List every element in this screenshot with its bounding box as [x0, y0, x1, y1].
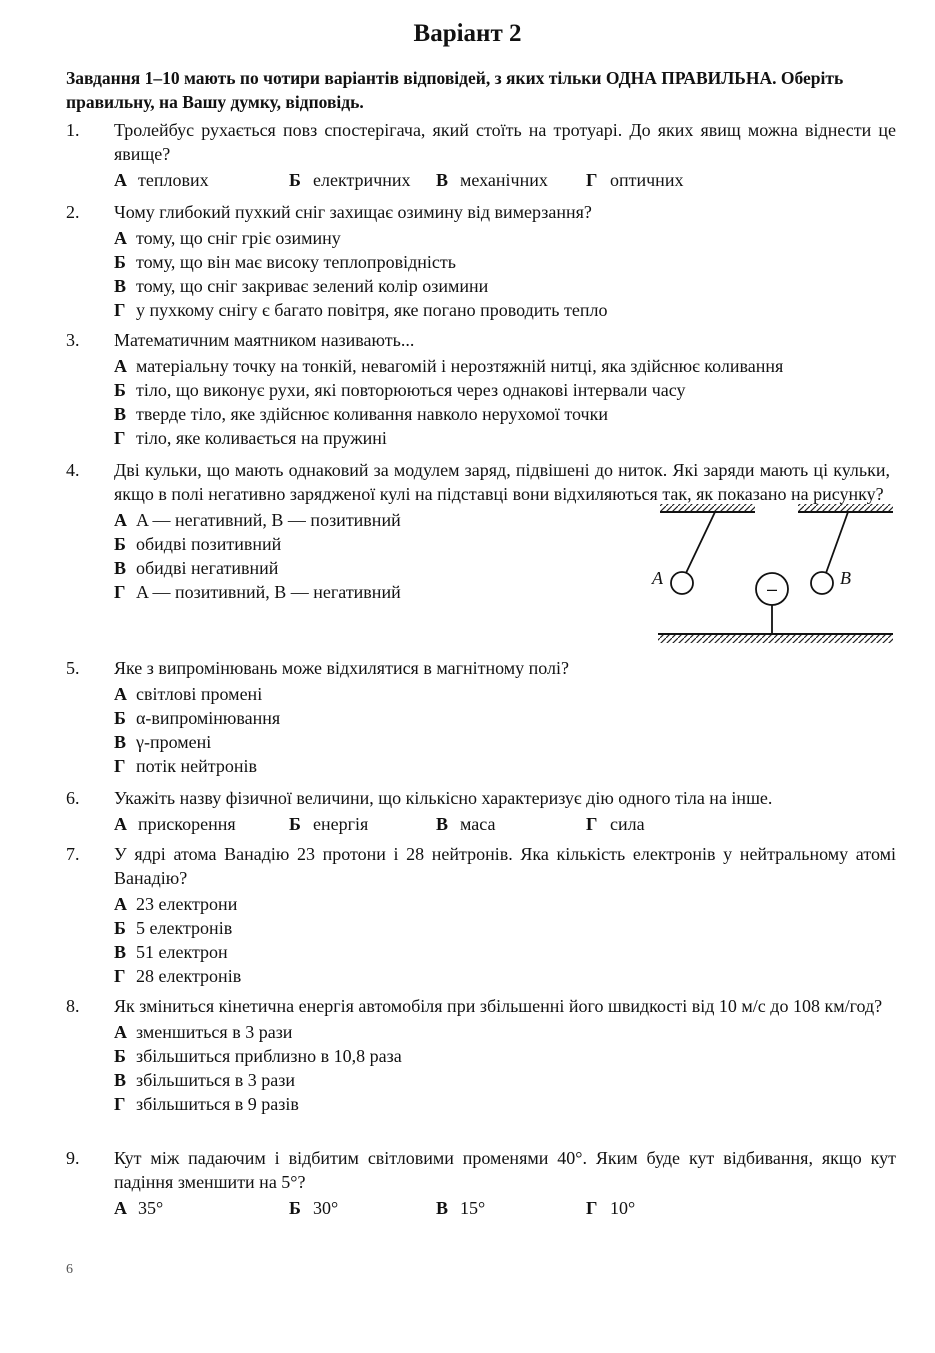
option-d[interactable]	[586, 812, 645, 836]
option-text: збільшиться в 9 разів	[136, 1094, 299, 1114]
option-letter: А	[114, 1198, 127, 1218]
question-6	[66, 786, 896, 836]
question-3	[66, 328, 896, 450]
option-text: електричних	[313, 170, 411, 190]
option-text: тіло, яке коливається на пружині	[136, 428, 387, 448]
option-d[interactable]	[114, 298, 896, 322]
option-text: у пухкому снігу є багато повітря, яке погано проводить тепло	[136, 300, 608, 320]
option-c[interactable]	[436, 1196, 485, 1220]
option-a[interactable]	[114, 354, 896, 378]
option-letter: А	[114, 684, 127, 704]
option-letter: В	[114, 1070, 127, 1090]
question-text: Укажіть назву фізичної величини, що кількісно характеризує дію одного тіла на інше.	[114, 788, 773, 808]
question-text: Як зміниться кінетична енергія автомобіля при збільшенні його швидкості від 10 м/с до 108 км/год?	[114, 996, 883, 1016]
option-letter: В	[114, 404, 127, 424]
question-5	[66, 656, 896, 778]
question-text: Математичним маятником називають...	[114, 330, 415, 350]
option-text: маса	[460, 814, 496, 834]
options-list	[114, 682, 896, 778]
question-number: 3.	[66, 330, 80, 350]
option-c[interactable]	[114, 402, 896, 426]
page-title: Варіант 2	[413, 20, 522, 47]
options-row	[114, 812, 896, 836]
options-list	[114, 1020, 896, 1116]
option-text: механічних	[460, 170, 548, 190]
option-text: теплових	[138, 170, 209, 190]
option-text: 35°	[138, 1198, 164, 1218]
option-d[interactable]	[114, 754, 896, 778]
thread-b	[826, 512, 848, 573]
question-number: 4.	[66, 460, 80, 480]
question-number: 8.	[66, 996, 80, 1016]
option-letter: В	[436, 1198, 449, 1218]
option-d[interactable]	[114, 426, 896, 450]
option-text: 23 електрони	[136, 894, 238, 914]
question-number: 7.	[66, 844, 80, 864]
option-text: енергія	[313, 814, 369, 834]
option-letter: Б	[114, 918, 126, 938]
options-row	[114, 1196, 896, 1220]
option-text: тому, що сніг закриває зелений колір озимини	[136, 276, 489, 296]
option-letter: В	[114, 276, 127, 296]
ball-b	[811, 572, 833, 594]
option-letter: В	[114, 942, 127, 962]
option-letter: Г	[114, 756, 126, 776]
option-letter: Б	[289, 814, 301, 834]
option-text: матеріальну точку на тонкій, невагомій і нерозтяжній нитці, яка здійснює коливання	[136, 356, 784, 376]
option-letter: Г	[586, 1198, 598, 1218]
option-text: зменшиться в 3 рази	[136, 1022, 293, 1042]
question-text: Дві кульки, що мають однаковий за модулем заряд, підвішені до ниток. Які заряди мають ці кульки, якщо в полі негативно зарядженої кулі на підставці вони відхиляються так, як показано на рисунку?	[114, 460, 890, 504]
question-1	[66, 118, 896, 192]
option-text: 51 електрон	[136, 942, 228, 962]
option-a[interactable]	[114, 812, 236, 836]
option-c[interactable]	[436, 812, 495, 836]
option-text: збільшиться в 3 рази	[136, 1070, 296, 1090]
ceiling-hatch-right	[798, 504, 893, 512]
ceiling-hatch-left	[660, 504, 755, 512]
option-letter: А	[114, 814, 127, 834]
charged-balls-figure	[648, 500, 898, 650]
option-d[interactable]	[114, 1092, 896, 1116]
option-b[interactable]	[289, 1196, 338, 1220]
option-c[interactable]	[114, 274, 896, 298]
option-text: A — позитивний, B — негативний	[136, 582, 401, 602]
option-text: тому, що він має високу теплопровідність	[136, 252, 456, 272]
option-letter: А	[114, 1022, 127, 1042]
option-letter: В	[436, 170, 449, 190]
option-a[interactable]	[114, 226, 896, 250]
option-letter: В	[114, 732, 127, 752]
option-c[interactable]	[436, 168, 548, 192]
option-text: 15°	[460, 1198, 486, 1218]
option-c[interactable]	[114, 1068, 896, 1092]
option-a[interactable]	[114, 168, 209, 192]
option-letter: Г	[586, 814, 598, 834]
option-text: збільшиться приблизно в 10,8 раза	[136, 1046, 402, 1066]
option-text: 28 електронів	[136, 966, 242, 986]
option-text: тому, що сніг гріє озимину	[136, 228, 341, 248]
option-letter: Б	[114, 708, 126, 728]
option-letter: Г	[114, 300, 126, 320]
option-a[interactable]	[114, 1196, 163, 1220]
question-text: У ядрі атома Ванадію 23 протони і 28 нейтронів. Яка кількість електронів у нейтральному атомі Ванадію?	[114, 844, 896, 888]
option-text: обидві негативний	[136, 558, 279, 578]
option-letter: Б	[114, 534, 126, 554]
options-row	[114, 168, 896, 192]
option-b[interactable]	[289, 812, 368, 836]
question-number: 6.	[66, 788, 80, 808]
option-text: тіло, що виконує рухи, які повторюються через однакові інтервали часу	[136, 380, 686, 400]
option-letter: А	[114, 228, 127, 248]
option-letter: Б	[114, 252, 126, 272]
option-letter: А	[114, 356, 127, 376]
option-text: світлові промені	[136, 684, 263, 704]
option-text: прискорення	[138, 814, 236, 834]
option-letter: Б	[289, 1198, 301, 1218]
option-letter: А	[114, 894, 127, 914]
option-b[interactable]	[114, 378, 896, 402]
option-text: γ-промені	[136, 732, 212, 752]
option-letter: Г	[586, 170, 598, 190]
option-letter: Г	[114, 582, 126, 602]
option-text: 5 електронів	[136, 918, 233, 938]
option-b[interactable]	[114, 1044, 896, 1068]
option-d[interactable]	[586, 1196, 635, 1220]
page-number: 6	[66, 1262, 73, 1277]
floor-hatch	[658, 635, 893, 643]
option-letter: В	[436, 814, 449, 834]
option-letter: А	[114, 170, 127, 190]
question-8	[66, 994, 896, 1116]
option-c[interactable]	[114, 940, 896, 964]
question-number: 2.	[66, 202, 80, 222]
option-text: сила	[610, 814, 645, 834]
question-text: Чому глибокий пухкий сніг захищає озимину від вимерзання?	[114, 202, 592, 222]
label-b: B	[840, 568, 851, 588]
option-letter: В	[114, 558, 127, 578]
question-text: Кут між падаючим і відбитим світловими променями 40°. Яким буде кут відбивання, якщо кут падіння зменшити на 5°?	[114, 1148, 896, 1192]
option-text: 30°	[313, 1198, 339, 1218]
question-number: 5.	[66, 658, 80, 678]
option-text: 10°	[610, 1198, 636, 1218]
option-b[interactable]	[114, 916, 896, 940]
option-letter: Б	[114, 380, 126, 400]
option-b[interactable]	[289, 168, 411, 192]
question-text: Яке з випромінювань може відхилятися в магнітному полі?	[114, 658, 570, 678]
question-9	[66, 1146, 896, 1220]
options-list	[114, 892, 896, 988]
option-d[interactable]	[586, 168, 683, 192]
option-letter: Г	[114, 428, 126, 448]
options-list	[114, 226, 896, 322]
option-text: потік нейтронів	[136, 756, 257, 776]
option-text: A — негативний, B — позитивний	[136, 510, 401, 530]
label-a: A	[652, 568, 663, 588]
question-7	[66, 842, 896, 988]
option-letter: Б	[289, 170, 301, 190]
option-a[interactable]	[114, 892, 896, 916]
option-d[interactable]	[114, 964, 896, 988]
instructions: Завдання 1–10 мають по чотири варіантів відповідей, з яких тільки ОДНА ПРАВИЛЬНА. Оберіть правильну, на Вашу думку, відповідь.	[66, 68, 844, 112]
options-list	[114, 354, 896, 450]
option-letter: Б	[114, 1046, 126, 1066]
question-number: 9.	[66, 1148, 80, 1168]
option-text: тверде тіло, яке здійснює коливання навколо нерухомої точки	[136, 404, 608, 424]
option-c[interactable]	[114, 730, 896, 754]
question-text: Тролейбус рухається повз спостерігача, який стоїть на тротуарі. До яких явищ можна віднести це явище?	[114, 120, 896, 164]
option-text: обидві позитивний	[136, 534, 282, 554]
option-letter: Г	[114, 966, 126, 986]
thread-a	[686, 512, 715, 573]
negative-sign: –	[766, 579, 778, 599]
question-number: 1.	[66, 120, 80, 140]
option-letter: Г	[114, 1094, 126, 1114]
option-b[interactable]	[114, 250, 896, 274]
option-letter: А	[114, 510, 127, 530]
option-text: оптичних	[610, 170, 684, 190]
option-a[interactable]	[114, 1020, 896, 1044]
ball-a	[671, 572, 693, 594]
option-text: α-випромінювання	[136, 708, 281, 728]
option-a[interactable]	[114, 682, 896, 706]
option-b[interactable]	[114, 706, 896, 730]
question-2	[66, 200, 896, 322]
